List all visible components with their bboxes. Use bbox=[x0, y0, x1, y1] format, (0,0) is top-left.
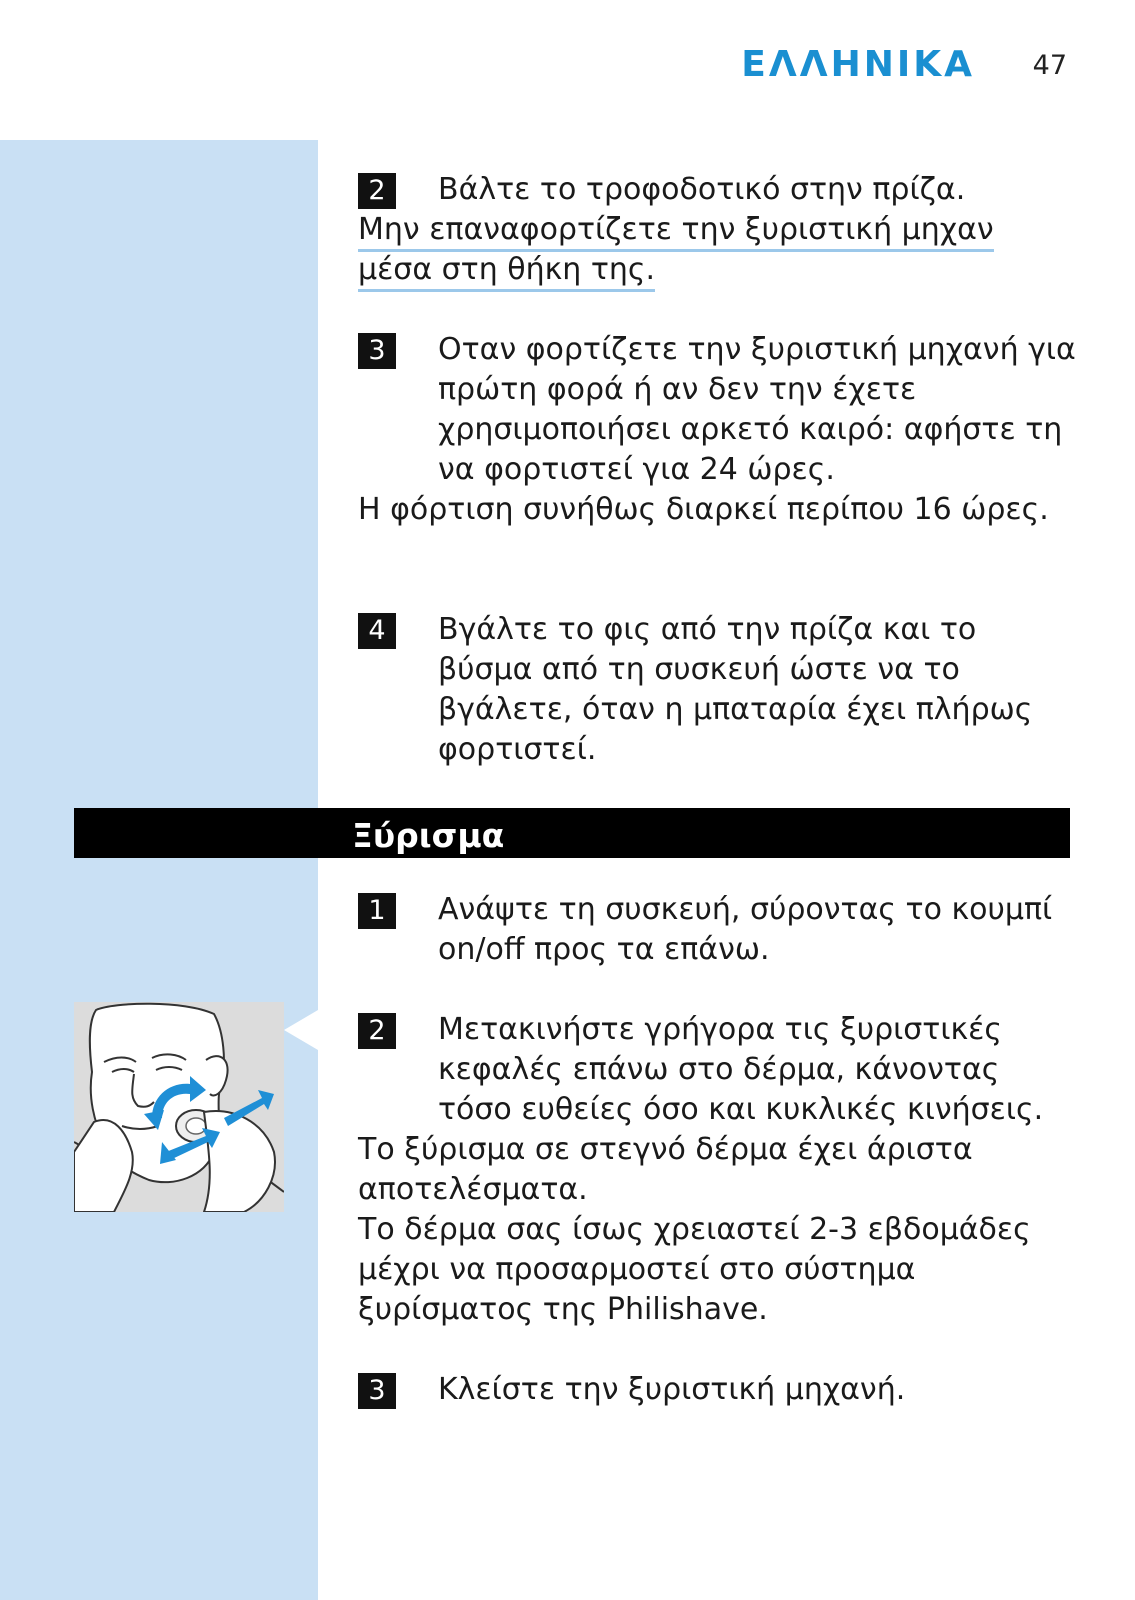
step-text: Ανάψτε τη συσκευή, σύροντας το κουμπί on/off προς τα επάνω. bbox=[438, 892, 1053, 967]
step-number: 4 bbox=[358, 613, 396, 649]
dry-shave-note: Το ξύρισμα σε στεγνό δέρμα έχει άριστα αποτελέσματα. bbox=[358, 1132, 973, 1207]
man-shaving-illustration-icon bbox=[74, 1002, 284, 1212]
step-number: 2 bbox=[358, 173, 396, 209]
tip-line-1: Μην επαναφορτίζετε την ξυριστική μηχαν bbox=[358, 212, 994, 252]
tip-note bbox=[358, 210, 1078, 290]
step-switch-off bbox=[358, 1370, 1078, 1410]
step-text: Βγάλτε το φις από την πρίζα και το βύσμα από τη συσκευή ώστε να το βγάλετε, όταν η μπαταρία έχει πλήρως φορτιστεί. bbox=[438, 612, 1033, 767]
step-insert-adapter bbox=[358, 170, 1078, 210]
step-number: 3 bbox=[358, 333, 396, 369]
step-move-heads bbox=[358, 1010, 1078, 1130]
callout-pointer-icon bbox=[284, 1010, 324, 1050]
step-switch-on bbox=[358, 890, 1078, 970]
page-number: 47 bbox=[1032, 50, 1067, 81]
step-unplug bbox=[358, 610, 1078, 770]
language-heading: ΕΛΛΗΝΙΚΑ bbox=[741, 44, 975, 85]
section-title: Ξύρισμα bbox=[352, 816, 505, 855]
step-number: 3 bbox=[358, 1373, 396, 1409]
charge-duration-note: Η φόρτιση συνήθως διαρκεί περίπου 16 ώρες. bbox=[358, 492, 1049, 527]
step-first-charge bbox=[358, 330, 1078, 490]
step-number: 2 bbox=[358, 1013, 396, 1049]
step-text: Κλείστε την ξυριστική μηχανή. bbox=[438, 1372, 906, 1407]
step-text: Οταν φορτίζετε την ξυριστική μηχανή για πρώτη φορά ή αν δεν την έχετε χρησιμοποιήσει αρκετό καιρό: αφήστε τη να φορτιστεί για 24 ώρες. bbox=[438, 332, 1076, 487]
step-text: Μετακινήστε γρήγορα τις ξυριστικές κεφαλές επάνω στο δέρμα, κάνοντας τόσο ευθείες όσο και κυκλικές κινήσεις. bbox=[438, 1012, 1044, 1127]
skin-adapt-note: Το δέρμα σας ίσως χρειαστεί 2-3 εβδομάδες μέχρι να προσαρμοστεί στο σύστημα ξυρίσματος της Philishave. bbox=[358, 1212, 1031, 1327]
sidebar-band bbox=[0, 140, 318, 1600]
step-number: 1 bbox=[358, 893, 396, 929]
step-text: Βάλτε το τροφοδοτικό στην πρίζα. bbox=[438, 172, 966, 207]
tip-line-2: μέσα στη θήκη της. bbox=[358, 252, 655, 292]
section-header-bar bbox=[74, 808, 1070, 858]
